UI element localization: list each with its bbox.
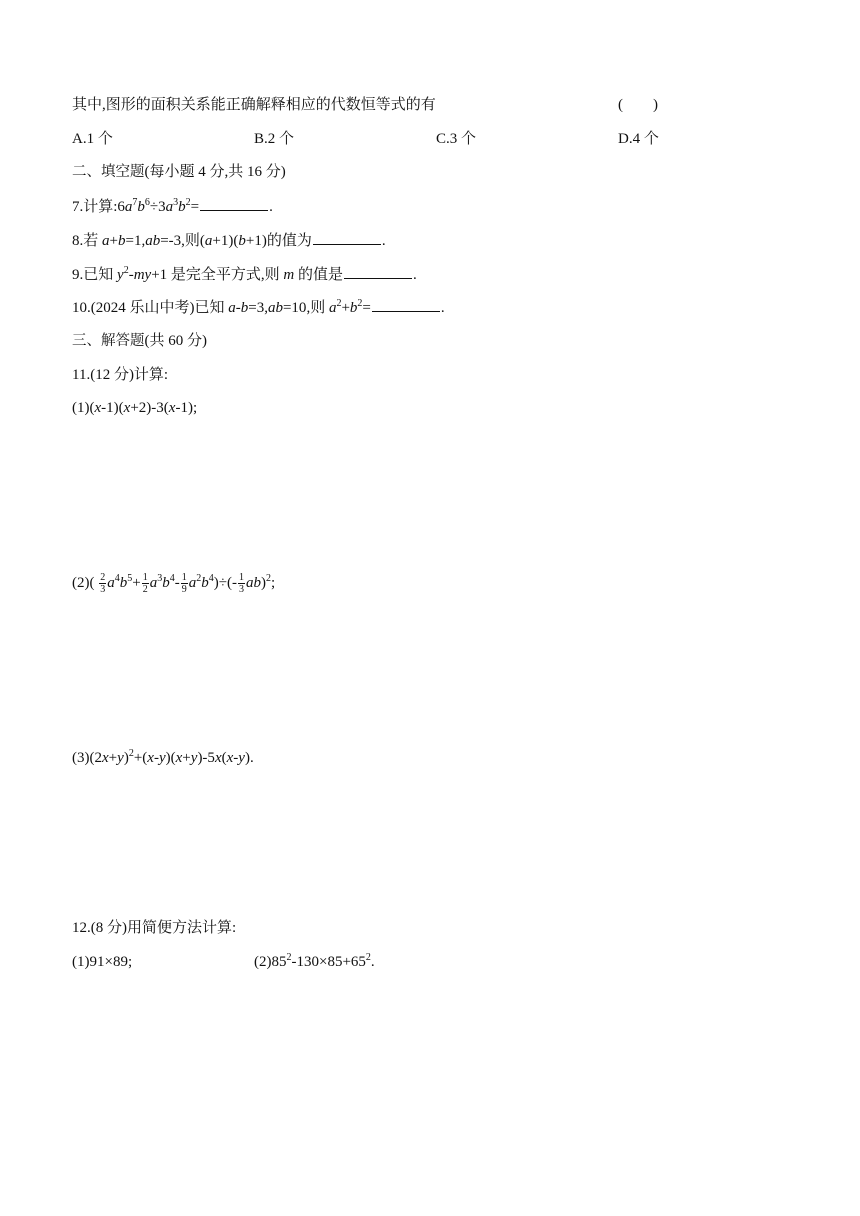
q6-stem: 其中,图形的面积关系能正确解释相应的代数恒等式的有 bbox=[72, 97, 436, 113]
question-12-part-2: $(2)85^2-130\times 85+65^2$. bbox=[254, 952, 375, 970]
question-8: 8.若 a+b=1,ab=-3,则(a+1)(b+1)的值为 . bbox=[72, 230, 386, 251]
fraction-one-ninth: $\frac{1}{9}$ bbox=[181, 572, 187, 595]
question-11-part-3: $(3)(2x+y)^2+(x-y)(x+y)-5x(x-y)$. bbox=[72, 748, 254, 766]
question-9: 9.已知 $y^2-my+1$ 是完全平方式,则 m 的值是 . bbox=[72, 265, 417, 283]
section-note: (共 60 分) bbox=[144, 333, 207, 349]
fraction-one-half: $\frac{1}{2}$ bbox=[142, 572, 148, 595]
q6-option-b: B.2 个 bbox=[254, 131, 295, 147]
answer-blank[interactable] bbox=[344, 264, 412, 279]
q6-option-c: C.3 个 bbox=[436, 131, 477, 147]
section-title: 三、解答题 bbox=[72, 333, 145, 349]
section-note: (每小题 4 分,共 16 分) bbox=[144, 164, 286, 180]
q6-option-a: A.1 个 bbox=[72, 131, 113, 147]
section-solve-heading bbox=[72, 331, 207, 351]
question-11-part-2: (2)( $\frac{2}{3}$ $a^4b^5+$ $\frac{1}{2}$ $a^3b^4-$ $\frac{1}{9}$ $a^2b^4)\div(-$ $\frac{1}{3}$ ab)$^2$; bbox=[72, 572, 276, 595]
question-7: 7.计算$:6a^7b^6\div 3a^3b^2=$ . bbox=[72, 197, 273, 215]
question-11-title: 11.(12 分)计算: bbox=[72, 367, 169, 383]
question-12-part-1: (1)91×89; bbox=[72, 954, 133, 970]
question-10: 10.(2024 乐山中考)已知 a-b=3,ab=10,则 $a^2+b^2=$ . bbox=[72, 298, 445, 316]
question-12-title: 12.(8 分)用简便方法计算: bbox=[72, 920, 237, 936]
section-title: 二、填空题 bbox=[72, 164, 145, 180]
answer-blank[interactable] bbox=[372, 297, 440, 312]
q6-option-d: D.4 个 bbox=[618, 131, 659, 147]
section-fill-in-heading bbox=[72, 162, 286, 182]
question-11-part-1: (1)(x-1)(x+2)-3(x-1); bbox=[72, 400, 198, 416]
fraction-two-thirds: $\frac{2}{3}$ bbox=[100, 572, 106, 595]
answer-blank[interactable] bbox=[313, 230, 381, 245]
fraction-one-third: $\frac{1}{3}$ bbox=[238, 572, 244, 595]
answer-blank[interactable] bbox=[200, 196, 268, 211]
q6-answer-parentheses: ( ) bbox=[618, 97, 658, 113]
